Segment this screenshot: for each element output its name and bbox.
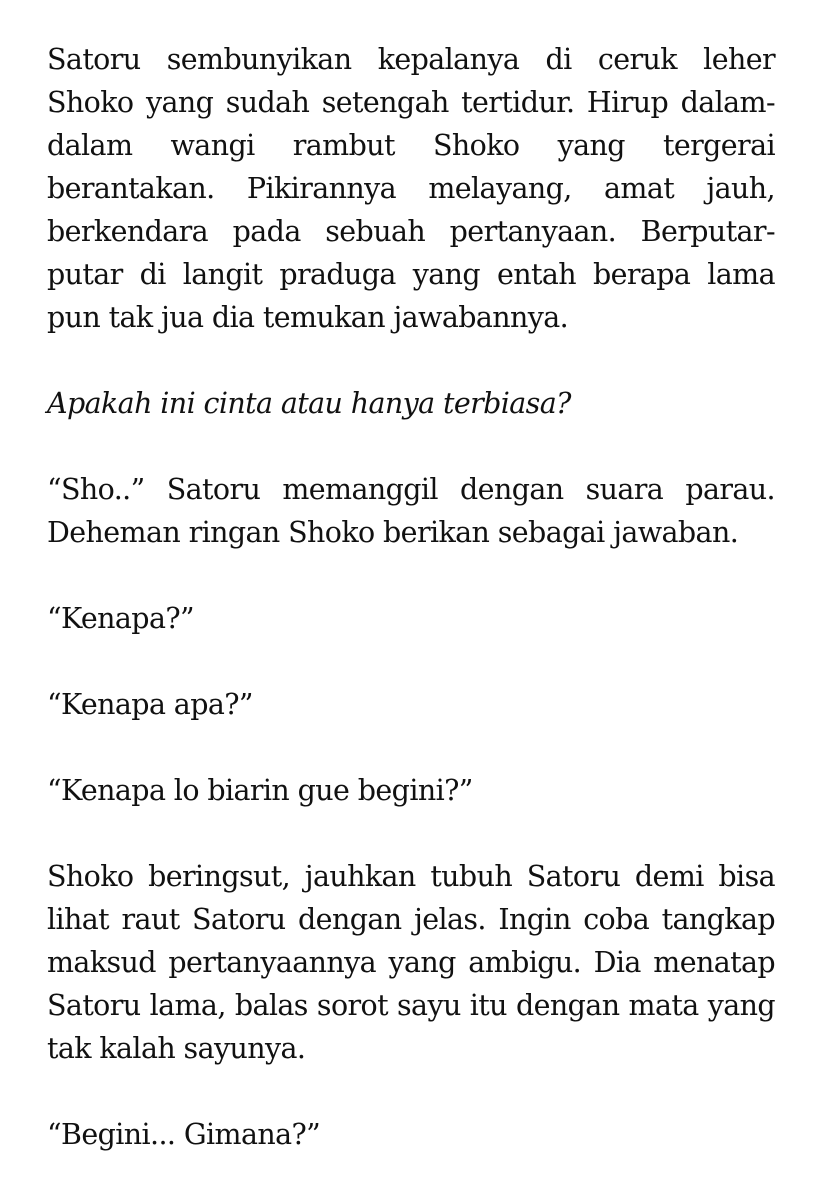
dialogue-line: “Begini... Gimana?” bbox=[47, 1118, 321, 1151]
narration-paragraph: Shoko beringsut, jauhkan tubuh Satoru demi bisa lihat raut Satoru dengan jelas. Ingin coba tangkap maksud pertanyaannya yang ambigu. Dia menatap Satoru lama, balas sorot sayu itu dengan mata yang tak kalah sayunya. bbox=[47, 860, 775, 1065]
document-page bbox=[47, 38, 775, 1156]
dialogue-line: “Kenapa lo biarin gue begini?” bbox=[47, 774, 473, 807]
inner-thought-paragraph: Apakah ini cinta atau hanya terbiasa? bbox=[47, 387, 571, 420]
dialogue-line: “Kenapa apa?” bbox=[47, 688, 253, 721]
dialogue-paragraph: “Sho..” Satoru memanggil dengan suara parau. Deheman ringan Shoko berikan sebagai jawaban. bbox=[47, 473, 775, 549]
dialogue-line: “Kenapa?” bbox=[47, 602, 194, 635]
narration-paragraph: Satoru sembunyikan kepalanya di ceruk leher Shoko yang sudah setengah tertidur. Hirup dalam-dalam wangi rambut Shoko yang tergerai berantakan. Pikirannya melayang, amat jauh, berkendara pada sebuah pertanyaan. Berputar-putar di langit praduga yang entah berapa lama pun tak jua dia temukan jawabannya. bbox=[47, 43, 775, 334]
